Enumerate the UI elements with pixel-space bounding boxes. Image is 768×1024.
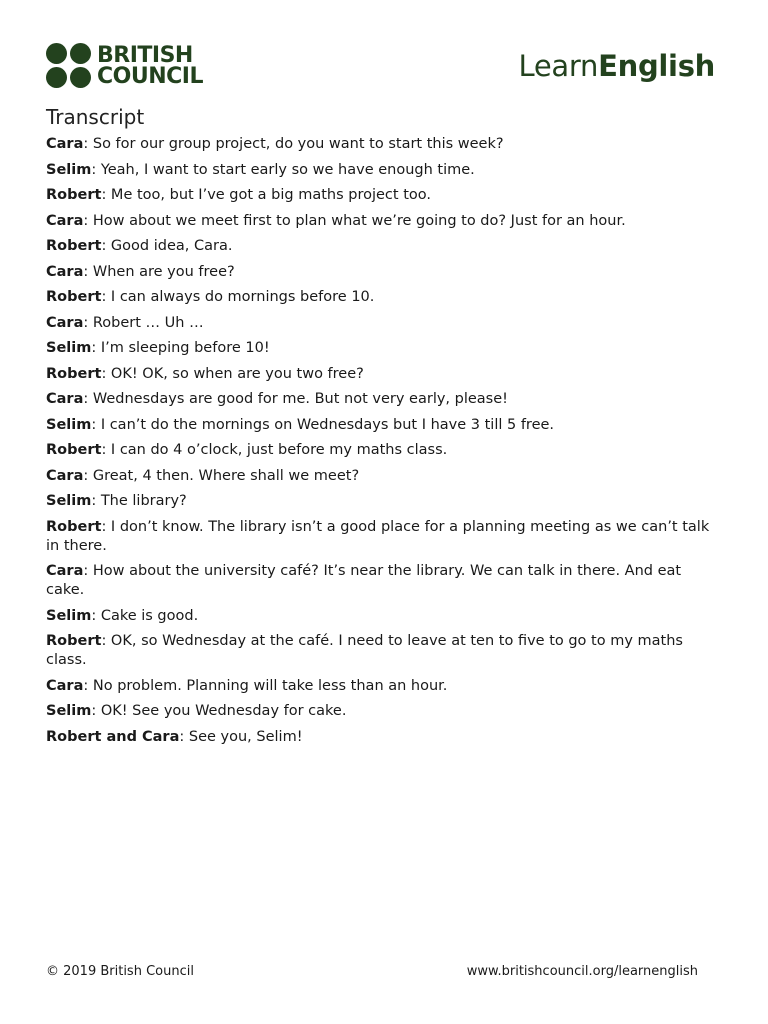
transcript-line [46, 212, 718, 231]
transcript-line [46, 632, 718, 670]
page-title: Transcript [46, 105, 145, 129]
brand-learn: Learn [518, 49, 599, 83]
transcript-line [46, 161, 718, 180]
transcript-line [46, 677, 718, 696]
speaker-name: Selim [46, 416, 92, 433]
speaker-name: Selim [46, 703, 92, 719]
speaker-name: Robert [46, 365, 102, 382]
logo-line-2: COUNCIL [97, 63, 203, 89]
speaker-name: Cara [46, 677, 84, 694]
british-council-logo [46, 43, 203, 88]
transcript-line [46, 186, 718, 205]
line-text: : Wednesdays are good for me. But not very early, please! [83, 391, 508, 407]
speaker-name: Selim [46, 493, 92, 509]
line-text: : How about the university café? It’s near the library. We can talk in there. And eat cake. [46, 563, 682, 598]
line-text: : Yeah, I want to start early so we have enough time. [91, 161, 475, 178]
line-text: : Good idea, Cara. [101, 238, 233, 254]
speaker-name: Selim [46, 340, 92, 356]
logo-dot [46, 67, 67, 88]
logo-wordmark [97, 42, 203, 89]
transcript-line [46, 467, 718, 486]
speaker-name: Cara [46, 212, 84, 229]
speaker-name: Cara [46, 467, 84, 484]
transcript-line [46, 390, 718, 409]
line-text: : I can’t do the mornings on Wednesdays but I have 3 till 5 free. [91, 416, 555, 433]
line-text: : Great, 4 then. Where shall we meet? [83, 467, 360, 484]
line-text: : OK! See you Wednesday for cake. [91, 703, 347, 719]
line-text: : How about we meet first to plan what we’re going to do? Just for an hour. [83, 212, 626, 229]
speaker-name: Selim [46, 161, 92, 178]
transcript-line [46, 314, 718, 333]
line-text: : No problem. Planning will take less than an hour. [83, 677, 448, 694]
line-text: : Robert … Uh … [83, 314, 204, 331]
speaker-name: Robert [46, 187, 102, 203]
transcript-line [46, 702, 718, 721]
speaker-name: Cara [46, 136, 84, 152]
transcript-line [46, 441, 718, 460]
transcript-line [46, 339, 718, 358]
speaker-name: Robert [46, 633, 102, 649]
line-text: : I can do 4 o’clock, just before my maths class. [101, 442, 448, 458]
transcript-line [46, 288, 718, 307]
speaker-name: Robert and Cara [46, 728, 180, 745]
speaker-name: Robert [46, 518, 102, 535]
line-text: : Me too, but I’ve got a big maths project too. [101, 187, 431, 203]
transcript-line [46, 237, 718, 256]
line-text: : Cake is good. [91, 607, 199, 624]
speaker-name: Selim [46, 607, 92, 624]
footer-copyright: © 2019 British Council [46, 964, 194, 979]
logo-dot [70, 43, 91, 64]
transcript-line [46, 416, 718, 435]
line-text: : The library? [91, 493, 187, 509]
line-text: : So for our group project, do you want to start this week? [83, 136, 504, 152]
line-text: : See you, Selim! [179, 728, 303, 745]
speaker-name: Robert [46, 442, 102, 458]
line-text: : I can always do mornings before 10. [101, 289, 375, 305]
brand-english: English [598, 49, 715, 83]
transcript-line [46, 365, 718, 384]
speaker-name: Robert [46, 289, 102, 305]
line-text: : When are you free? [83, 263, 235, 280]
logo-dot [46, 43, 67, 64]
transcript-line [46, 135, 718, 154]
transcript-line [46, 728, 718, 747]
line-text: : OK! OK, so when are you two free? [101, 365, 364, 382]
transcript-line [46, 607, 718, 626]
transcript-line [46, 518, 718, 556]
transcript-body [46, 135, 718, 753]
speaker-name: Cara [46, 391, 84, 407]
speaker-name: Robert [46, 238, 102, 254]
transcript-line [46, 263, 718, 282]
speaker-name: Cara [46, 314, 84, 331]
transcript-line [46, 492, 718, 511]
logo-line-1: BRITISH [97, 42, 193, 68]
line-text: : I’m sleeping before 10! [91, 340, 270, 356]
line-text: : OK, so Wednesday at the café. I need to leave at ten to five to go to my maths class. [46, 633, 683, 668]
learnenglish-brand [519, 49, 715, 83]
speaker-name: Cara [46, 263, 84, 280]
logo-dots-icon [46, 43, 91, 88]
line-text: : I don’t know. The library isn’t a good place for a planning meeting as we can’t talk in there. [46, 518, 710, 554]
transcript-line [46, 562, 718, 600]
speaker-name: Cara [46, 563, 84, 579]
logo-dot [70, 67, 91, 88]
footer-url: www.britishcouncil.org/learnenglish [466, 964, 698, 979]
